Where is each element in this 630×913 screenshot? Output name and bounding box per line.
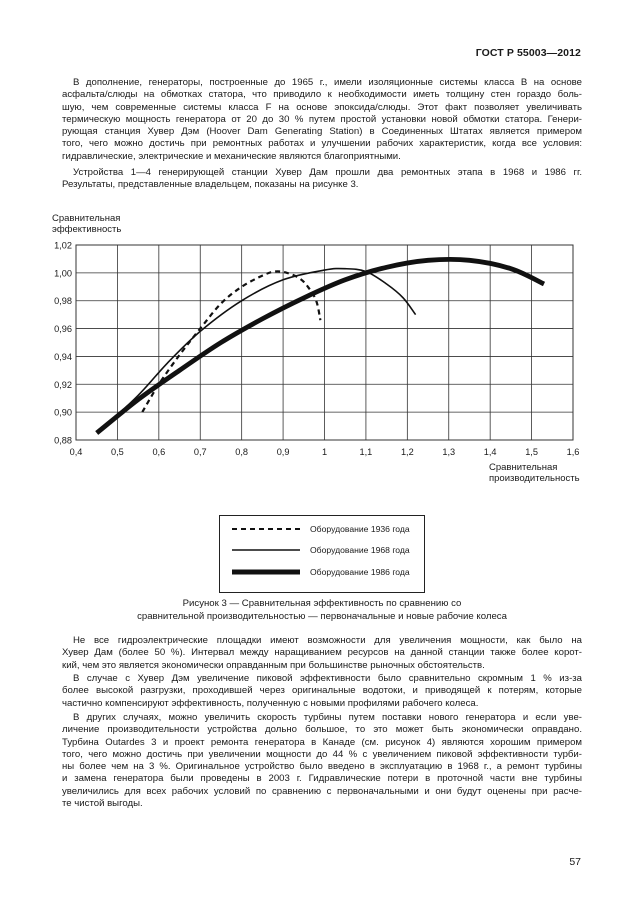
paragraph-3: [62, 635, 582, 672]
x-tick-label: 0,4: [69, 447, 83, 457]
y-axis-label-line2: эффективность: [52, 224, 122, 235]
series-line-1986: [97, 259, 544, 433]
text-line: частично компенсируют эффективность, полученную с новыми профилями рабочего колеса.: [62, 697, 479, 709]
legend-label-1986: Оборудование 1986 года: [310, 567, 410, 577]
y-tick-label: 0,92: [54, 379, 72, 390]
x-tick-label: 1: [321, 447, 328, 457]
paragraph-4: [62, 673, 582, 710]
chart-series: [97, 259, 544, 433]
text-line: асфальта/слюды на обмотках статора, что приводило к необходимости иметь толщину стен гораздо боль-: [62, 89, 582, 101]
text-line: личение производительности устройства дольно большое, то это может быть экономически оправдано.: [62, 724, 582, 736]
text-line: Хувер Дам (более 50 %). Интервал между наращиванием ресурсов на данной станции также более корот-: [62, 647, 582, 659]
legend-content: [220, 516, 424, 592]
x-axis-label-line1: Сравнительная: [489, 462, 558, 473]
text-line: В других случаях, можно увеличить скорость турбины путем поставки нового генератора и если уве-: [73, 712, 582, 723]
text-line: гидравлические, электрические и механические являются благоприятными.: [62, 150, 401, 162]
x-tick-label: 1,4: [483, 447, 497, 457]
figure-caption: [62, 598, 582, 623]
y-tick-label: 0,94: [54, 351, 72, 362]
x-tick-label: 0,8: [235, 447, 249, 457]
text-line: того, чего можно достичь при ремонтных работах и улучшении рабочих характеристик, когда все условия:: [62, 138, 582, 150]
text-line: более высокой разгрузки, проходившей через оригинальные водотоки, и приводящей к потерям, которые: [62, 685, 582, 697]
text-line: В дополнение, генераторы, построенные до 1965 г., имели изоляционные системы класса B на основе: [73, 77, 582, 88]
x-tick-label: 1,5: [525, 447, 538, 457]
x-tick-label: 1,3: [442, 447, 456, 457]
x-tick-label: 0,9: [276, 447, 290, 457]
text-line: Устройства 1—4 генерирующей станции Хувер Дам прошли два ремонтных этапа в 1968 и 1986 гг.: [73, 167, 582, 178]
text-line: и замена генератора были проведены в 2003 г. Гидравлические потери в проточной части вне турбины: [62, 773, 582, 785]
text-line: термическую мощность генератора от 20 до 30 % путем простой установки новой обмотки статора. Генери-: [62, 113, 582, 125]
text-line: Результаты, представленные владельцем, показаны на рисунке 3.: [62, 179, 359, 191]
y-tick-labels: [54, 241, 72, 446]
y-axis-label-line1: Сравнительная: [52, 213, 121, 224]
text-line: В случае с Хувер Дэм увеличение пиковой эффективности было сравнительно скромным 1 % из-за: [73, 673, 582, 684]
text-line: рующая станция Хувер Дэм (Hoover Dam Generating Station) в Соединенных Штатах является примером: [62, 126, 582, 138]
chart-grid: [76, 245, 573, 440]
x-axis-label-line2: производительность: [489, 473, 580, 484]
text-line: Не все гидроэлектрические площадки имеют возможности для увеличения мощности, как было на: [73, 635, 582, 646]
text-line: шую, чем современные системы класса F на основе эпоксида/слюды. Этот факт позволяет увеличивать: [62, 101, 582, 113]
x-tick-label: 0,7: [193, 447, 207, 457]
text-line: того, чего можно достичь при увеличении мощности до 44 % с увеличением пиковой эффективности турби-: [62, 748, 582, 760]
text-line: кий, чем это является экономически оправданным при большинстве рыночных обстоятельств.: [62, 659, 485, 671]
text-line: увеличились для всех рабочих условий по сравнению с первоначальными и они будут оценены при расче-: [62, 785, 582, 797]
text-line: те чистой выгоды.: [62, 798, 143, 810]
caption-line-1: Рисунок 3 — Сравнительная эффективность по сравнению со: [182, 598, 462, 609]
caption-line-2: сравнительной производительностью — первоначальные и новые рабочие колеса: [137, 610, 507, 622]
text-line: ны более чем на 3 %. Оригинальное устройство было введено в эксплуатацию в 1968 г., а ремонт турбины: [62, 761, 582, 773]
y-tick-label: 0,98: [54, 296, 72, 307]
x-tick-label: 1,2: [400, 447, 414, 457]
y-tick-label: 0,88: [54, 435, 72, 446]
x-tick-label: 0,5: [111, 447, 124, 457]
page-number: 57: [569, 856, 581, 868]
legend-label-1936: Оборудование 1936 года: [310, 524, 410, 534]
page-header: ГОСТ Р 55003—2012: [475, 47, 581, 59]
x-tick-label: 0,6: [152, 447, 166, 457]
y-tick-label: 1,02: [54, 240, 72, 251]
y-tick-label: 1,00: [54, 268, 72, 279]
text-line: Турбина Outardes 3 и проект ремонта генератора в Канаде (см. рисунок 4) являются хорошим примером: [62, 736, 582, 748]
x-tick-label: 1,6: [566, 447, 580, 457]
series-line-1968: [105, 269, 416, 427]
x-tick-label: 1,1: [359, 447, 373, 457]
paragraph-5: [62, 712, 582, 810]
legend-label-1968: Оборудование 1968 года: [310, 545, 410, 555]
x-tick-labels: [70, 447, 580, 457]
chart-legend: [219, 515, 425, 593]
y-tick-label: 0,90: [54, 407, 72, 418]
series-line-1936: [142, 271, 320, 412]
y-tick-label: 0,96: [54, 324, 72, 335]
